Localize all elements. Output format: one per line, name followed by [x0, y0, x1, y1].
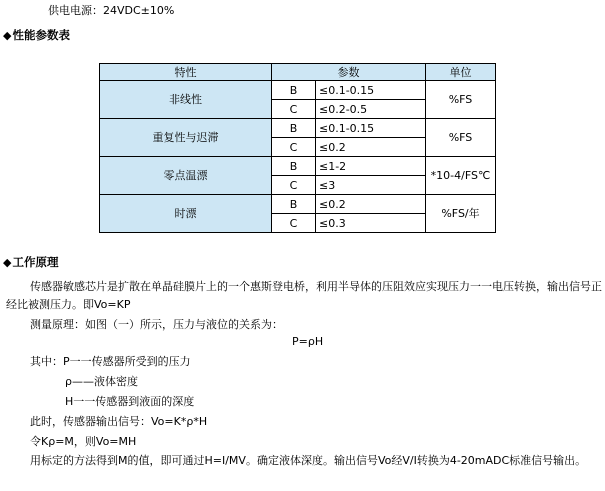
- grade-cell: C: [272, 100, 316, 119]
- unit-cell: %FS: [426, 81, 496, 119]
- table-row: [100, 119, 496, 138]
- grade-cell: B: [272, 195, 316, 214]
- formula-line: P=ρH: [292, 335, 324, 348]
- grade-cell: B: [272, 81, 316, 100]
- final-paragraph: 用标定的方法得到M的值，即可通过H=I/MV。确定液体深度。输出信号Vo经V/I转换为4-20mADC标准信号输出。: [30, 454, 587, 467]
- diamond-bullet-icon: ◆: [3, 29, 12, 42]
- grade-cell: C: [272, 138, 316, 157]
- header-parameter: 参数: [272, 64, 426, 81]
- kp-line: 令Kρ=M，则Vo=MH: [30, 435, 137, 448]
- grade-cell: C: [272, 214, 316, 233]
- value-cell: ≤0.2: [316, 138, 426, 157]
- value-cell: ≤3: [316, 176, 426, 195]
- performance-heading-text: 性能参数表: [12, 28, 70, 42]
- value-cell: ≤0.2-0.5: [316, 100, 426, 119]
- principle-heading: [3, 254, 58, 270]
- unit-cell: *10-4/FS℃: [426, 157, 496, 195]
- grade-cell: B: [272, 119, 316, 138]
- property-cell: 时漂: [100, 195, 272, 233]
- table-row: [100, 157, 496, 176]
- value-cell: ≤0.1-0.15: [316, 119, 426, 138]
- diamond-bullet-icon: ◆: [3, 256, 12, 269]
- property-cell: 非线性: [100, 81, 272, 119]
- value-cell: ≤0.2: [316, 195, 426, 214]
- rho-line: ρ——液体密度: [65, 375, 138, 388]
- value-cell: ≤1-2: [316, 157, 426, 176]
- grade-cell: B: [272, 157, 316, 176]
- performance-heading: [3, 27, 70, 43]
- table-row: [100, 81, 496, 100]
- property-cell: 重复性与迟滞: [100, 119, 272, 157]
- principle-heading-text: 工作原理: [12, 255, 59, 269]
- table-row: [100, 195, 496, 214]
- performance-table: [99, 63, 496, 233]
- value-cell: ≤0.1-0.15: [316, 81, 426, 100]
- output-line: 此时，传感器输出信号：Vo=K*ρ*H: [30, 415, 208, 428]
- power-supply-line: 供电电源：24VDC±10%: [48, 4, 175, 17]
- header-unit: 单位: [426, 64, 496, 81]
- measure-principle-line: 测量原理：如图（一）所示，压力与液位的关系为：: [30, 318, 283, 331]
- table-header-row: [100, 64, 496, 81]
- value-cell: ≤0.3: [316, 214, 426, 233]
- grade-cell: C: [272, 176, 316, 195]
- where-line: 其中：P一一传感器所受到的压力: [30, 355, 191, 368]
- property-cell: 零点温漂: [100, 157, 272, 195]
- unit-cell: %FS: [426, 119, 496, 157]
- principle-paragraph: 传感器敏感芯片是扩散在单晶硅膜片上的一个惠斯登电桥，利用半导体的压阻效应实现压力一一电压转换，输出信号正经比被测压力。即Vo=KP: [6, 280, 602, 311]
- depth-line: H一一传感器到液面的深度: [65, 395, 195, 408]
- unit-cell: %FS/年: [426, 195, 496, 233]
- header-property: 特性: [100, 64, 272, 81]
